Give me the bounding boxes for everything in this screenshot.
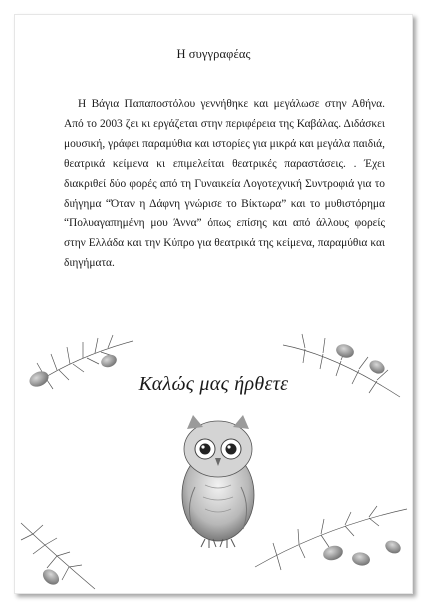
welcome-title: Καλώς μας ήρθετε xyxy=(138,373,289,395)
pine-cone-bottom-left xyxy=(40,566,62,588)
owl-illustration xyxy=(15,327,412,593)
owl-figure xyxy=(182,415,254,548)
pine-cone-bottom-right-1 xyxy=(322,544,345,563)
pine-branch-bottom-right xyxy=(255,506,407,570)
pine-cone-bottom-right-3 xyxy=(383,538,403,556)
pine-cone-top-left-small xyxy=(99,353,118,370)
author-bio-paragraph: Η Βάγια Παπαποστόλου γεννήθηκε και μεγάλωσε στην Αθήνα. Από το 2003 ζει κι εργάζεται στην περιφέρεια της Καβάλας. Διδάσκει μουσική, γράφει παραμύθια και ιστορίες για μικρά και μεγάλα παιδιά, θεατρικά κείμενα κι επιμελείται θεατρικές παραστάσεις. . Έχει διακριθεί δύο φορές από τη Γυναικεία Λογοτεχνική Συντροφιά για το διήγημα “Όταν η Δάφνη γνώρισε το Βίκτωρα” και το μυθιστόρημα “Πολυαγαπημένη μου Άννα” όπως επίσης και από άλλους φορείς στην Ελλάδα και την Κύπρο για θεατρικά της κείμενα, παραμύθια και διηγήματα. xyxy=(64,98,385,270)
page-heading: Η συγγραφέας xyxy=(176,47,251,61)
book-page xyxy=(14,14,413,594)
pine-cone-bottom-right-2 xyxy=(351,551,371,567)
pine-cone-top-right xyxy=(335,342,356,359)
